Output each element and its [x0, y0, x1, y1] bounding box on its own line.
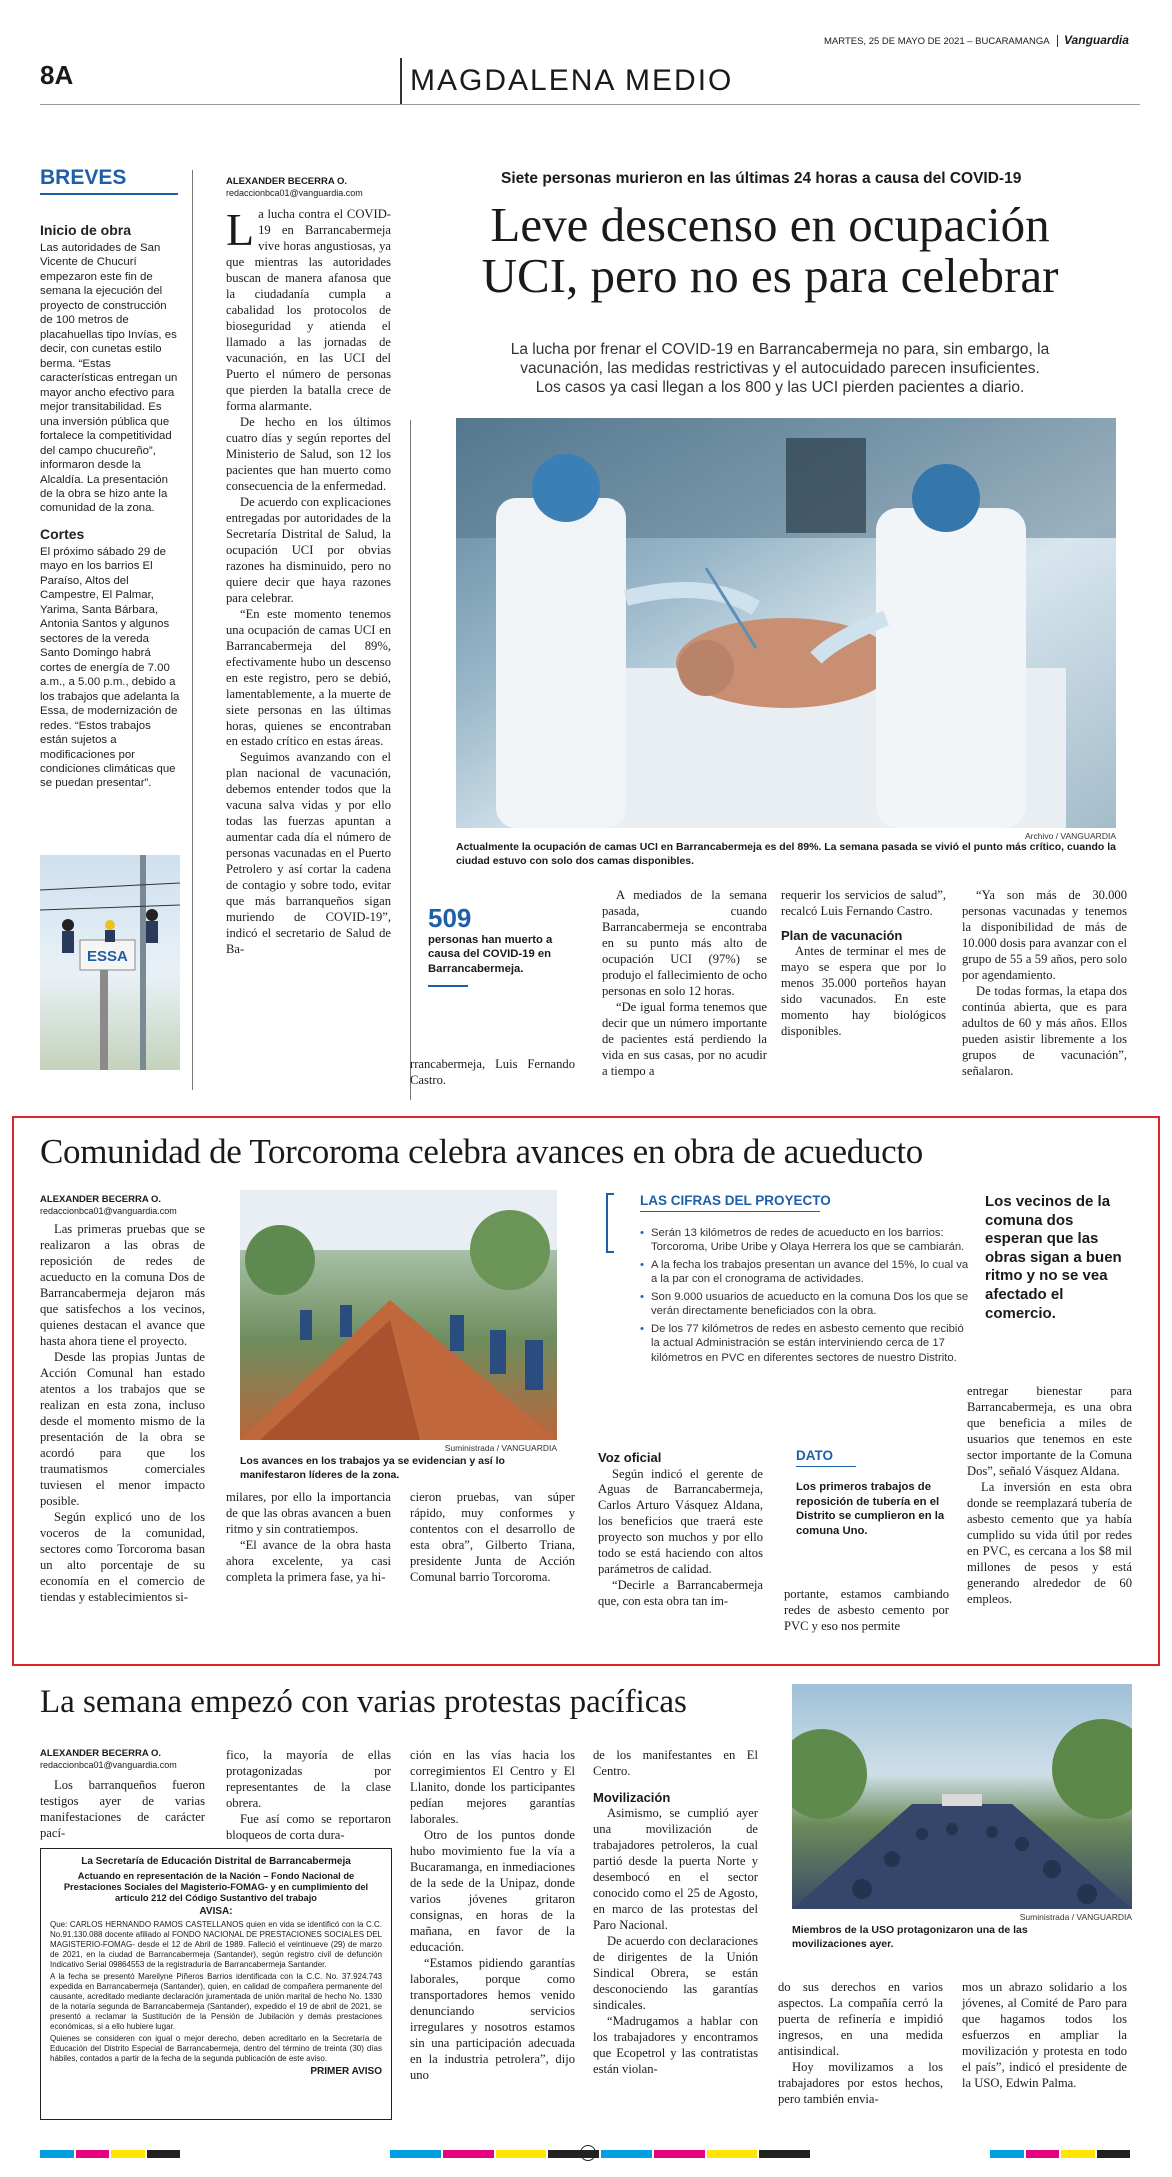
- protestas-paragraph: “Estamos pidiendo garantías laborales, porque como transportadores hemos venido denunciando servicios irregulares y nosotros estamos sin una participación adecuada en la industria petrolera”, dijo uno: [410, 1955, 575, 2082]
- dato-text: Los primeros trabajos de reposición de tubería en el Distrito se cumplieron en la comuna Uno.: [796, 1481, 945, 1538]
- icu-scene-illustration: [456, 418, 1116, 828]
- acueducto-column-2: [226, 1490, 391, 1586]
- uci-paragraph: “En este momento tenemos una ocupación de camas UCI en Barrancabermeja del 89%, efectivamente hubo un descenso en este registro, pero se debió, lamentablemente, a la muerte de siete personas en las últimas horas, quienes se encontraban en estado crítico en estas áreas.: [226, 606, 391, 749]
- legal-notice: [40, 1848, 392, 2120]
- acueducto-byline: ALEXANDER BECERRA O.: [40, 1194, 162, 1205]
- column-divider: [410, 420, 411, 1100]
- uci-deck: [440, 340, 1120, 398]
- uci-kicker: Siete personas murieron en las últimas 24 horas a causa del COVID-19: [501, 170, 1022, 187]
- acueducto-paragraph: “El avance de la obra hasta ahora excelente, ya casi completa la primera fase, ya hi-: [226, 1537, 391, 1584]
- breve-text: El próximo sábado 29 de mayo en los barrios El Paraíso, Altos del Campestre, El Palmar, Yarima, Santa Bárbara, Antonia Santos y algunos sectores de la vereda Santo Domingo habrá cortes de energía de 7.00 a.m., a 5.00 p.m., debido a los trabajos que adelanta la Essa, de modernización de redes. “Estos trabajos están sujetos a modificaciones por condiciones climáticas que se puedan presentar”.: [40, 545, 180, 790]
- notice-body: Que: CARLOS HERNANDO RAMOS CASTELLANOS quien en vida se identificó con la C.C. No.91.130.088 docente afiliado al FONDO NACIONAL DE PRESTACIONES SOCIALES DEL MAGISTERIO-FOMAG- desde el 12 de Abril de 1989. Falleció el veintinueve (29) de marzo de 2021, en la ciudad de Barrancabermeja (Santander), según registro civil de defunción Indicativo Serial 09864553 de la registraduría de Barrancabermeja Santander.: [50, 1920, 382, 1970]
- protestas-paragraph: De acuerdo con declaraciones de dirigentes de la Unión Sindical Obrera, se están desconociendo las garantías sindicales.: [593, 1934, 758, 2013]
- protestas-byline-email: redaccionbca01@vanguardia.com: [40, 1760, 177, 1770]
- notice-title: La Secretaría de Educación Distrital de Barrancabermeja: [81, 1856, 351, 1867]
- uci-paragraph: rrancabermeja, Luis Fernando Castro.: [410, 1057, 575, 1087]
- notice-subtitle: Actuando en representación de la Nación – Fondo Nacional de Prestaciones Sociales del Magisterio-FOMAG- y en cumplimiento del artículo 212 del Código Sustantivo del trabajo: [63, 1870, 369, 1903]
- cifras-item: • A la fecha los trabajos presentan un avance del 15%, lo cual va a la par con el cronograma de actividades.: [640, 1258, 970, 1287]
- protestas-column-2: [226, 1748, 391, 1844]
- uci-deck-line: vacunación, las medidas restrictivas y el autocuidado parecen insuficientes.: [520, 360, 1040, 378]
- pull-quote: Los vecinos de la comuna dos esperan que las obras sigan a buen ritmo y no se vea afectado el comercio.: [985, 1193, 1122, 1322]
- uci-paragraph: Seguimos avanzando con el plan nacional de vacunación, debemos entender todos que la vacuna salva vidas y por ello todas las fuerzas apuntan a aumentar cada día el número de personas vacunadas en el Puerto Petrolero y así cortar la cadena de contagio y sobre todo, evitar que más barranqueños sigan muriendo de COVID-19”, indicó el secretario de Salud de Ba-: [226, 750, 391, 957]
- header-divider: [400, 58, 402, 104]
- acueducto-paragraph: milares, por ello la importancia de que las obras avancen a buen ritmo y sin contratiempos.: [226, 1490, 391, 1536]
- uci-paragraph: “De igual forma tenemos que decir que un número importante de pacientes está perdiendo la vida en sus casas, por no acudir a tiempo a: [602, 999, 767, 1078]
- print-registration-marks-left: [40, 2150, 180, 2158]
- uci-photo-credit: Archivo / VANGUARDIA: [1024, 831, 1116, 841]
- protestas-column-1: [40, 1778, 205, 1842]
- print-registration-marks-right: [990, 2150, 1130, 2158]
- acueducto-column-5: [784, 1587, 949, 1635]
- protestas-paragraph: mos un abrazo solidario a los jóvenes, al Comité de Paro para que hagamos todos los esfuerzos en ampliar la movilización y protesta en todo el país”, indicó el presidente de la USO, Edwin Palma.: [962, 1980, 1127, 2090]
- uci-deck-line: La lucha por frenar el COVID-19 en Barrancabermeja no para, sin embargo, la: [510, 341, 1050, 358]
- cifras-item: • Serán 13 kilómetros de redes de acueducto en los barrios: Torcoroma, Uribe Uribe y Olaya Herrera los que se cambiarán.: [640, 1226, 970, 1255]
- acueducto-paragraph: Las primeras pruebas que se realizaron a las obras de reposición de redes de acueducto en la comuna Dos de Barrancabermeja dejaron más que satisfechos a los vecinos, quienes destacan el avance que hasta ahora tiene el proyecto.: [40, 1222, 205, 1348]
- notice-signature: PRIMER AVISO: [310, 2066, 382, 2078]
- protestas-column-5: [778, 1980, 943, 2108]
- breves-photo: [40, 855, 180, 1070]
- acueducto-paragraph: cieron pruebas, van súper rápido, muy conformes y contentos con el desarrollo de esta obra”, Gilberto Triana, presidente Junta de Acción Comunal barrio Torcoroma.: [410, 1490, 575, 1584]
- dateline: MARTES, 25 DE MAYO DE 2021 – BUCARAMANGA: [824, 36, 1050, 47]
- acueducto-byline-email: redaccionbca01@vanguardia.com: [40, 1206, 177, 1216]
- breve-title: Inicio de obra: [40, 222, 132, 238]
- header-rule: [40, 104, 1140, 105]
- acueducto-paragraph: Según explicó uno de los voceros de la comunidad, sectores como Torcoroma basan un alto porcentaje de su economía en el comercio de tiendas y establecimientos si-: [40, 1509, 205, 1604]
- stat-rule: [428, 985, 468, 987]
- cifras-rule: [640, 1211, 820, 1212]
- uci-paragraph: A mediados de la semana pasada, cuando Barrancabermeja se encontraba en su punto más alto de ocupación UCI (97%) se produjo el fallecimiento de ocho personas en solo 12 horas.: [602, 888, 767, 998]
- acueducto-photo: [240, 1190, 557, 1440]
- protestas-paragraph: Los barranqueños fueron testigos ayer de varias manifestaciones de carácter pací-: [40, 1778, 205, 1840]
- uci-column-1: [226, 204, 391, 958]
- notice-body: A la fecha se presentó Mareilyne Piñeros Barrios identificada con la C.C. No. 37.924.743 expedida en Barrancabermeja (Santander), quien, en calidad de compañera permanente del causante, acreditado mediante declaración juramentada de unión marital de hecho No. 1330 de la notaría segunda de Barrancabermeja (Santander), expedido el 19 de abril de 2021, se presentó a reclamar la Sustitución de la Pensión de Jubilación y demás prestaciones económicas, si a ello hubiere lugar.: [50, 1972, 382, 2032]
- stat-number: 509: [428, 903, 472, 933]
- acueducto-paragraph: La inversión en esta obra donde se reemplazará tubería de asbesto cemento que ya había cumplido su vida útil por redes en PVC, es cercana a los $8 mil millones de pesos y está generando alrededor de 60 empleos.: [967, 1479, 1132, 1606]
- dropcap: L: [226, 204, 255, 255]
- uci-column-5: [962, 888, 1127, 1080]
- notice-body: Quienes se consideren con igual o mejor derecho, deben acreditarlo en la Secretaría de Educación del Distrito Especial de Barrancabermeja, dentro del término de treinta (30) días hábiles, contados a partir de la fecha de la segunda publicación de este aviso.: [50, 2034, 382, 2064]
- acueducto-column-4: [598, 1446, 763, 1610]
- acueducto-photo-caption: Los avances en los trabajos ya se evidencian y así lo manifestaron líderes de la zona.: [240, 1455, 505, 1481]
- breve-title: Cortes: [40, 525, 85, 542]
- protestas-photo-caption: Miembros de la USO protagonizaron una de las movilizaciones ayer.: [792, 1924, 1028, 1950]
- acueducto-photo-credit: Suministrada / VANGUARDIA: [444, 1443, 557, 1453]
- uci-photo-caption: Actualmente la ocupación de camas UCI en Barrancabermeja es del 89%. La semana pasada se vivió el punto más crítico, cuando la ciudad estuvo con solo dos camas disponibles.: [456, 841, 1117, 867]
- protestas-paragraph: Otro de los puntos donde hubo movimiento fue la vía a Bucaramanga, en inmediaciones de la sede de la Unipaz, donde varios jóvenes gritaron consignas, en horas de la mañana, en favor de la educación.: [410, 1827, 575, 1954]
- protestas-column-3: [410, 1748, 575, 2084]
- acueducto-paragraph: entregar bienestar para Barrancabermeja, es una obra que beneficia a miles de usuarios que tenemos en este sector importante de la Comuna Dos”, señaló Vásquez Aldana.: [967, 1384, 1132, 1478]
- protestas-subhead: Movilización: [593, 1789, 671, 1805]
- breves-rule: [40, 193, 178, 195]
- acueducto-paragraph: Según indicó el gerente de Aguas de Barrancabermeja, Carlos Arturo Vásquez Aldana, los beneficios que traerá este proyecto son muchos y por ello todo se está haciendo con altos parámetros de calidad.: [598, 1466, 763, 1577]
- uci-paragraph: Antes de terminar el mes de mayo se espera que por lo menos 35.000 porteños hayan sido vacunados. En este momento hay biológicos disponibles.: [781, 944, 946, 1039]
- breves-label: BREVES: [40, 166, 127, 189]
- protestas-column-4: [593, 1748, 758, 2078]
- uci-subhead: Plan de vacunación: [781, 927, 903, 943]
- paragraph-text: a lucha contra el COVID-19 en Barrancabermeja vive horas angustiosas, ya que mientras las autoridades buscan de manera afanosa que la ciudadanía cumpla a cabalidad los protocolos de bioseguridad y atienda el llamado a las jornadas de vacunación, en las UCI del Puerto el número de personas que pierden la batalla crece de forma alarmante.: [226, 207, 391, 413]
- notice-heading: AVISA:: [199, 1905, 233, 1917]
- acueducto-paragraph: portante, estamos cambiando redes de asbesto cemento por PVC y eso nos permite: [784, 1587, 949, 1633]
- registration-target-icon: [580, 2145, 596, 2161]
- stat-text: personas han muerto a causa del COVID-19 en Barrancabermeja.: [428, 934, 553, 975]
- acueducto-column-1: [40, 1222, 205, 1606]
- protestas-paragraph: do sus derechos en varios aspectos. La compañía cerró la puerta de refinería e impidió ingresos, en una medida antisindical.: [778, 1980, 943, 2058]
- protestas-column-6: [962, 1980, 1127, 2092]
- utility-workers-illustration: [40, 855, 180, 1070]
- cifras-item: • De los 77 kilómetros de redes en asbesto cemento que recibió la actual Administración se están interviniendo cerca de 17 kilómetros en PVC en diferentes sectores de nuestro Distrito.: [640, 1322, 970, 1365]
- protestas-paragraph: ción en las vías hacia los corregimientos El Centro y El Llanito, donde los participantes pedían mejores garantías laborales.: [410, 1748, 575, 1826]
- section-title: MAGDALENA MEDIO: [410, 64, 734, 97]
- dateline-separator: [1057, 35, 1058, 47]
- print-registration-marks: [390, 2150, 810, 2158]
- acueducto-paragraph: “Decirle a Barrancabermeja que, con esta obra tan im-: [598, 1578, 763, 1609]
- uci-paragraph: De todas formas, la etapa dos continúa abierta, que es para adultos de 60 y más años. Ellos pueden asistir libremente a los grupos de vacunación”, señalaron.: [962, 983, 1127, 1078]
- cifras-bracket: [606, 1193, 614, 1253]
- uci-deck-line: Los casos ya casi llegan a los 800 y las UCI pierden pacientes a diario.: [535, 379, 1025, 397]
- pipeline-works-illustration: [240, 1190, 557, 1440]
- breves-divider: [192, 170, 193, 1090]
- essa-sign: ESSA: [87, 948, 128, 965]
- uci-paragraph: requerir los servicios de salud”, recalcó Luis Fernando Castro.: [781, 888, 946, 918]
- breve-text: Las autoridades de San Vicente de Chucurí empezaron este fin de semana la ejecución del proyecto de construcción de 100 metros de placahuellas tipo Invías, es decir, con cunetas estilo berma. “Estas características entregan un mayor ancho efectivo para mejor transitabilidad. Es una inversión pública que fortalece la competitividad del campo chucureño”, informaron desde la Alcaldía. La presentación de la obra se hizo ante la comunidad de la zona.: [40, 241, 178, 515]
- uci-column-3: [602, 888, 767, 1080]
- acueducto-column-3: [410, 1490, 575, 1586]
- dato-title: DATO: [796, 1448, 833, 1463]
- protestas-paragraph: Asimismo, se cumplió ayer una movilización de trabajadores petroleros, la cual partió desde la puerta Norte y desembocó en el sector conocido como el 25 de Agosto, en marco de las protestas del Paro Nacional.: [593, 1806, 758, 1933]
- protestas-photo-credit: Suministrada / VANGUARDIA: [1019, 1912, 1132, 1922]
- uci-byline-email: redaccionbca01@vanguardia.com: [226, 188, 363, 198]
- uci-column-4: [781, 888, 946, 1040]
- protestas-headline: La semana empezó con varias protestas pacíficas: [40, 1684, 687, 1720]
- protestas-paragraph: de los manifestantes en El Centro.: [593, 1748, 758, 1778]
- acueducto-subhead: Voz oficial: [598, 1450, 662, 1465]
- march-crowd-illustration: [792, 1684, 1132, 1909]
- protestas-paragraph: Fue así como se reportaron bloqueos de corta dura-: [226, 1811, 391, 1842]
- brand-logo: Vanguardia: [1064, 33, 1129, 47]
- uci-paragraph: De acuerdo con explicaciones entregadas por autoridades de la Secretaría Distrital de Salud, la ocupación UCI por obvias razones ha disminuido, pero no quiere decir que haya razones para celebrar.: [226, 494, 391, 605]
- uci-headline-line: Leve descenso en ocupación: [490, 197, 1050, 252]
- uci-byline: ALEXANDER BECERRA O.: [226, 176, 348, 187]
- uci-photo: [456, 418, 1116, 828]
- acueducto-paragraph: Desde las propias Juntas de Acción Comunal han estado atentos a los trabajos que se realizan en esta zona, incluso desde el momento mismo de la presentación de la obra se acordó para que los traumatismos comerciales tuviesen el menor impacto posible.: [40, 1349, 205, 1508]
- uci-paragraph: [226, 204, 391, 415]
- uci-paragraph: De hecho en los últimos cuatro días y según reportes del Ministerio de Salud, son 12 los pacientes que han muerto como consecuencia de la enfermedad.: [226, 414, 391, 493]
- uci-paragraph: “Ya son más de 30.000 personas vacunadas y tenemos la disponibilidad de más de 10.000 dosis para avanzar con el grupo de 55 a 59 años, pero solo por agendamiento.: [962, 888, 1127, 982]
- uci-headline-line: UCI, pero no es para celebrar: [481, 247, 1059, 303]
- cifras-item: • Son 9.000 usuarios de acueducto en la comuna Dos los que se verán directamente beneficiados con la obra.: [640, 1290, 970, 1319]
- protestas-paragraph: Hoy movilizamos a los trabajadores por estos hechos, pero también envia-: [778, 2059, 943, 2106]
- protestas-photo: [792, 1684, 1132, 1909]
- uci-column-2: [410, 1057, 575, 1089]
- cifras-title: LAS CIFRAS DEL PROYECTO: [640, 1193, 831, 1208]
- acueducto-column-6: [967, 1384, 1132, 1608]
- protestas-paragraph: fico, la mayoría de ellas protagonizadas por representantes de la clase obrera.: [226, 1748, 391, 1810]
- acueducto-headline: Comunidad de Torcoroma celebra avances en obra de acueducto: [40, 1132, 923, 1171]
- dato-rule: [796, 1466, 856, 1467]
- breves-list: [40, 218, 180, 791]
- protestas-byline: ALEXANDER BECERRA O.: [40, 1748, 162, 1759]
- protestas-paragraph: “Madrugamos a hablar con los trabajadores y encontramos que Ecopetrol y las contratistas están violan-: [593, 2014, 758, 2077]
- cifras-list: [640, 1226, 970, 1368]
- uci-headline: [420, 197, 1120, 303]
- page-number: 8A: [40, 60, 74, 90]
